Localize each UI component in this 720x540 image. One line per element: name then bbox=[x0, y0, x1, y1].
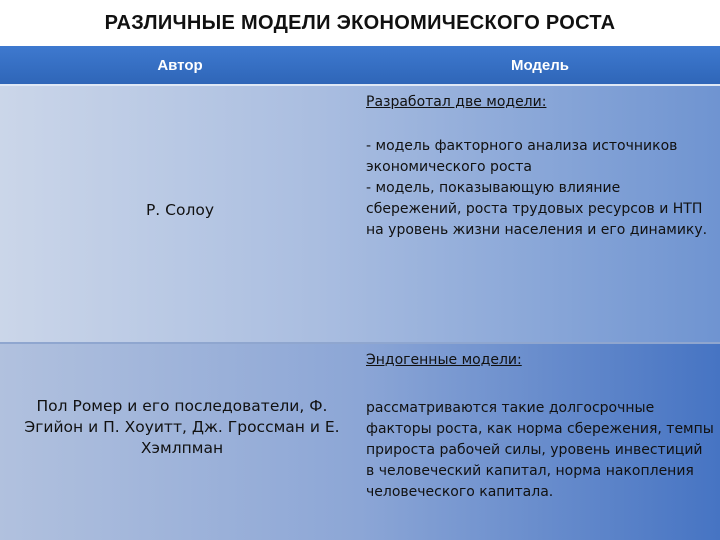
author-cell: Р. Солоу bbox=[145, 201, 215, 219]
model-heading: Эндогенные модели: bbox=[366, 352, 522, 368]
models-table bbox=[0, 46, 720, 540]
model-description: рассматриваются такие долгосрочные факторы роста, как норма сбережения, темпы прироста рабочей силы, уровень инвестиций в человеческий капитал, норма накопления человеческого капитала. bbox=[366, 400, 714, 500]
table-row bbox=[0, 86, 720, 344]
table-row bbox=[0, 344, 720, 540]
header-author: Автор bbox=[157, 56, 203, 74]
table-header-row bbox=[0, 46, 720, 84]
slide-title: РАЗЛИЧНЫЕ МОДЕЛИ ЭКОНОМИЧЕСКОГО РОСТА bbox=[104, 11, 616, 34]
model-heading: Разработал две модели: bbox=[366, 94, 547, 110]
author-cell: Пол Ромер и его последователи, Ф. Эгийон и П. Хоуитт, Дж. Гроссман и Е. Хэмлпман bbox=[24, 397, 340, 457]
header-model: Модель bbox=[510, 56, 570, 74]
model-description: - модель факторного анализа источников экономического роста - модель, показывающую влияние сбережений, роста трудовых ресурсов и НТП на уровень жизни населения и его динамику. bbox=[366, 138, 708, 238]
